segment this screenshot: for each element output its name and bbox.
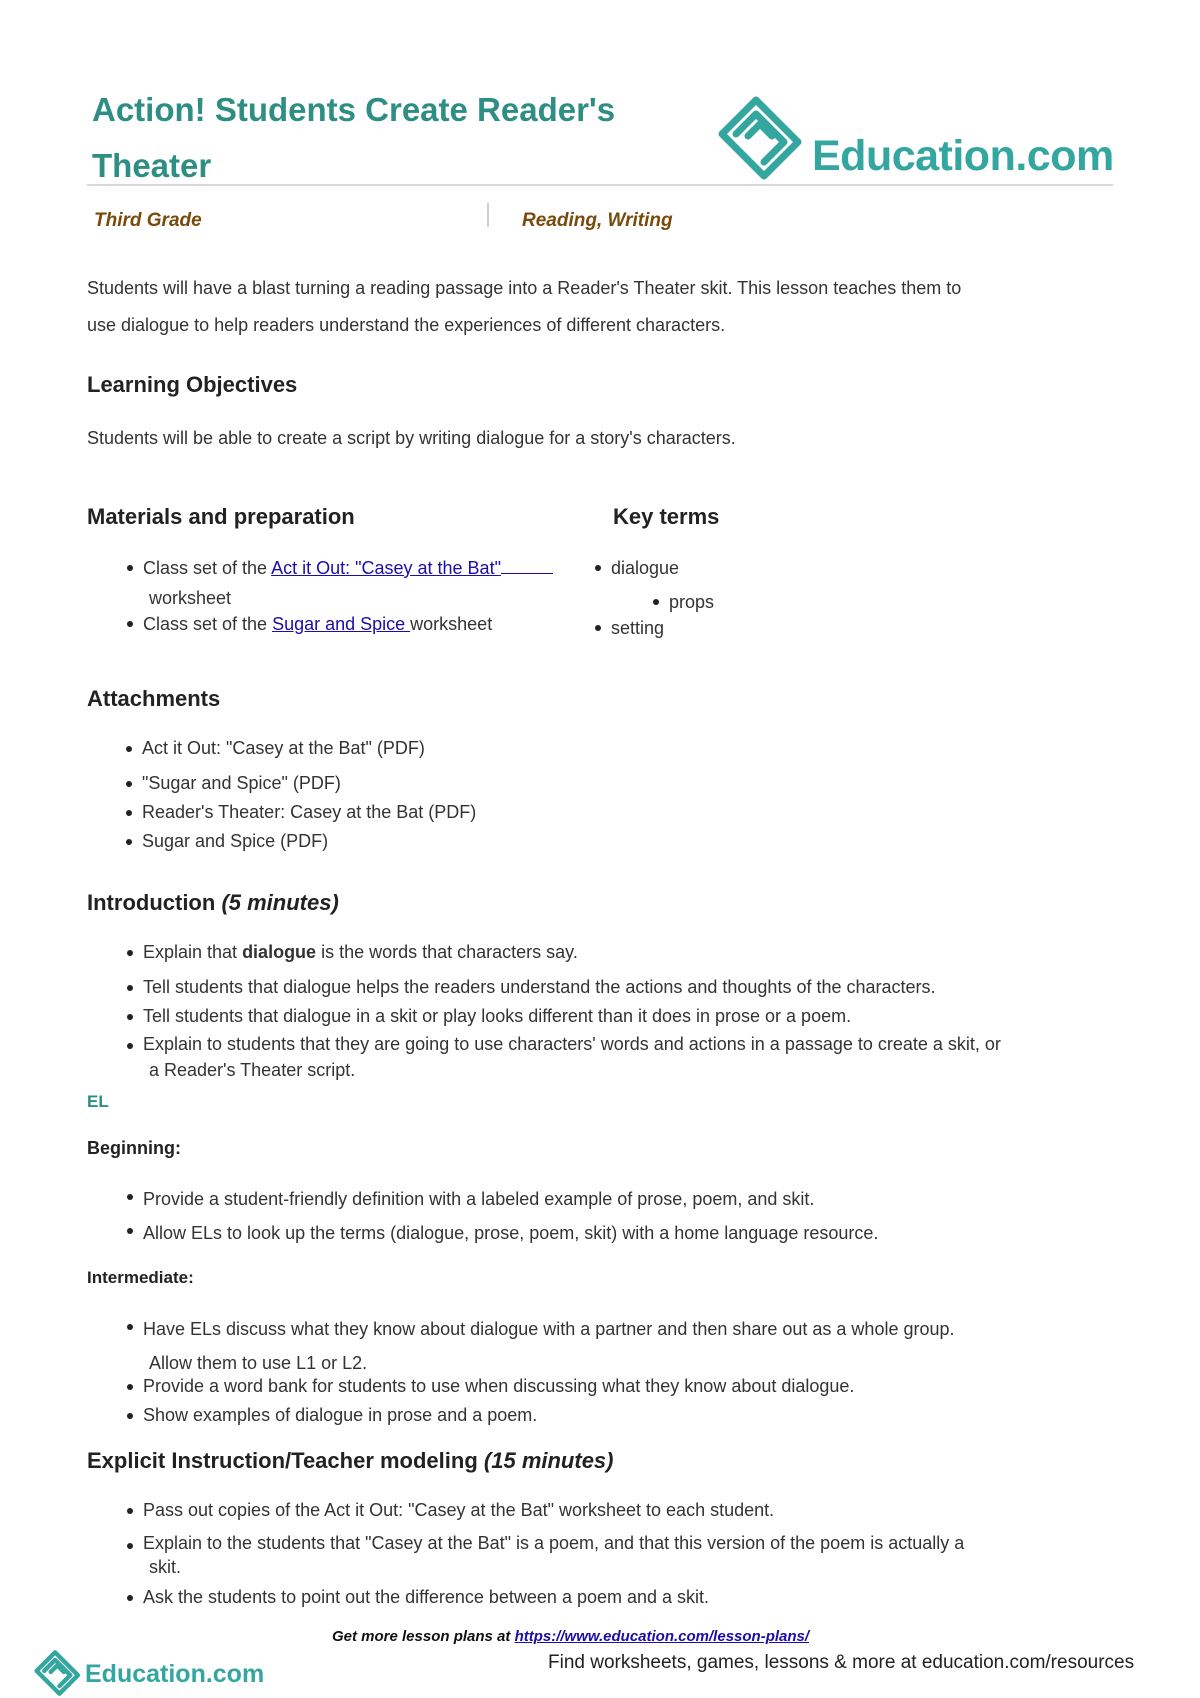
dialogue-term: dialogue — [242, 942, 317, 962]
list-item: Explain to the students that "Casey at the Bat" is a poem, and that this version of the poem is actually a skit. — [127, 1531, 1127, 1579]
explicit-duration: (15 minutes) — [483, 1448, 614, 1473]
list-item: props — [653, 587, 714, 617]
attachments-list — [126, 734, 476, 856]
education-logo[interactable] — [712, 92, 1132, 184]
materials-heading: Materials and preparation — [87, 504, 355, 529]
title-line-2: Theater — [92, 147, 212, 184]
introduction-heading: Introduction (5 minutes) — [87, 890, 339, 915]
attachment-item[interactable]: "Sugar and Spice" (PDF) — [126, 769, 476, 798]
lesson-summary — [87, 270, 1127, 344]
paperclip-logo-icon — [30, 1648, 84, 1698]
page-title — [92, 82, 692, 194]
intermediate-heading: Intermediate: — [87, 1268, 194, 1287]
el-tag: EL — [87, 1092, 109, 1111]
footer-logo[interactable] — [30, 1648, 270, 1698]
sugar-spice-worksheet-link[interactable]: Sugar and Spice — [272, 614, 411, 634]
casey-worksheet-link[interactable]: Act it Out: "Casey at the Bat" — [271, 558, 501, 578]
footer-logo-text: Education.com — [85, 1660, 265, 1688]
summary-line-1: Students will have a blast turning a reading passage into a Reader's Theater skit. This lesson teaches them to — [87, 278, 962, 298]
meta-separator — [487, 203, 489, 227]
introduction-duration: (5 minutes) — [221, 890, 339, 915]
materials-list — [127, 553, 607, 639]
list-item: Ask the students to point out the difference between a poem and a skit. — [127, 1583, 1127, 1612]
subject-label: Reading, Writing — [522, 210, 673, 231]
explicit-heading: Explicit Instruction/Teacher modeling (15 minutes) — [87, 1448, 614, 1473]
title-line-1: Action! Students Create Reader's — [92, 91, 616, 128]
footer-resources: Find worksheets, games, lessons & more at education.com/resources — [548, 1652, 1135, 1673]
list-item: Show examples of dialogue in prose and a poem. — [127, 1401, 1127, 1430]
list-item: Explain to students that they are going to use characters' words and actions in a passage to create a skit, or a Reader's Theater script. — [127, 1031, 1127, 1083]
key-terms-list — [595, 553, 714, 643]
header-divider — [87, 184, 1113, 186]
list-item: Tell students that dialogue helps the readers understand the actions and thoughts of the characters. — [127, 973, 1127, 1002]
list-item: Class set of the Sugar and Spice worksheet — [127, 609, 607, 639]
paperclip-logo-icon — [712, 92, 807, 184]
attachment-item[interactable]: Reader's Theater: Casey at the Bat (PDF) — [126, 798, 476, 827]
list-item: Pass out copies of the Act it Out: "Casey at the Bat" worksheet to each student. — [127, 1496, 1127, 1525]
lesson-plans-link[interactable]: https://www.education.com/lesson-plans/ — [514, 1628, 810, 1645]
beginning-list — [127, 1182, 1127, 1250]
objectives-text: Students will be able to create a script by writing dialogue for a story's characters. — [87, 428, 736, 448]
list-item: setting — [595, 613, 714, 643]
attachment-item[interactable]: Act it Out: "Casey at the Bat" (PDF) — [126, 734, 476, 763]
key-terms-heading: Key terms — [613, 504, 720, 529]
explicit-list — [127, 1496, 1127, 1612]
attachments-heading: Attachments — [87, 686, 221, 711]
list-item: Provide a student-friendly definition with a labeled example of prose, poem, and skit. — [127, 1182, 1127, 1216]
beginning-heading: Beginning: — [87, 1138, 181, 1158]
footer-more-lessons: Get more lesson plans at https://www.education.com/lesson-plans/ — [332, 1628, 810, 1645]
intermediate-list — [127, 1312, 1127, 1430]
list-item: Tell students that dialogue in a skit or play looks different than it does in prose or a poem. — [127, 1002, 1127, 1031]
attachment-item[interactable]: Sugar and Spice (PDF) — [126, 827, 476, 856]
grade-label: Third Grade — [94, 210, 202, 231]
list-item: Allow ELs to look up the terms (dialogue, prose, poem, skit) with a home language resource. — [127, 1216, 1127, 1250]
list-item: Class set of the Act it Out: "Casey at the Bat" worksheet — [127, 553, 607, 613]
logo-text: Education.com — [812, 132, 1114, 180]
list-item: Provide a word bank for students to use when discussing what they know about dialogue. — [127, 1372, 1127, 1401]
summary-line-2: use dialogue to help readers understand the experiences of different characters. — [87, 315, 726, 335]
link-underline — [501, 558, 553, 574]
objectives-heading: Learning Objectives — [87, 372, 298, 397]
list-item: dialogue — [595, 553, 714, 583]
list-item: Have ELs discuss what they know about dialogue with a partner and then share out as a whole group. Allow them to use L1 or L2. — [127, 1312, 1127, 1380]
introduction-list — [127, 938, 1127, 1083]
list-item: Explain that dialogue is the words that characters say. — [127, 938, 1127, 967]
